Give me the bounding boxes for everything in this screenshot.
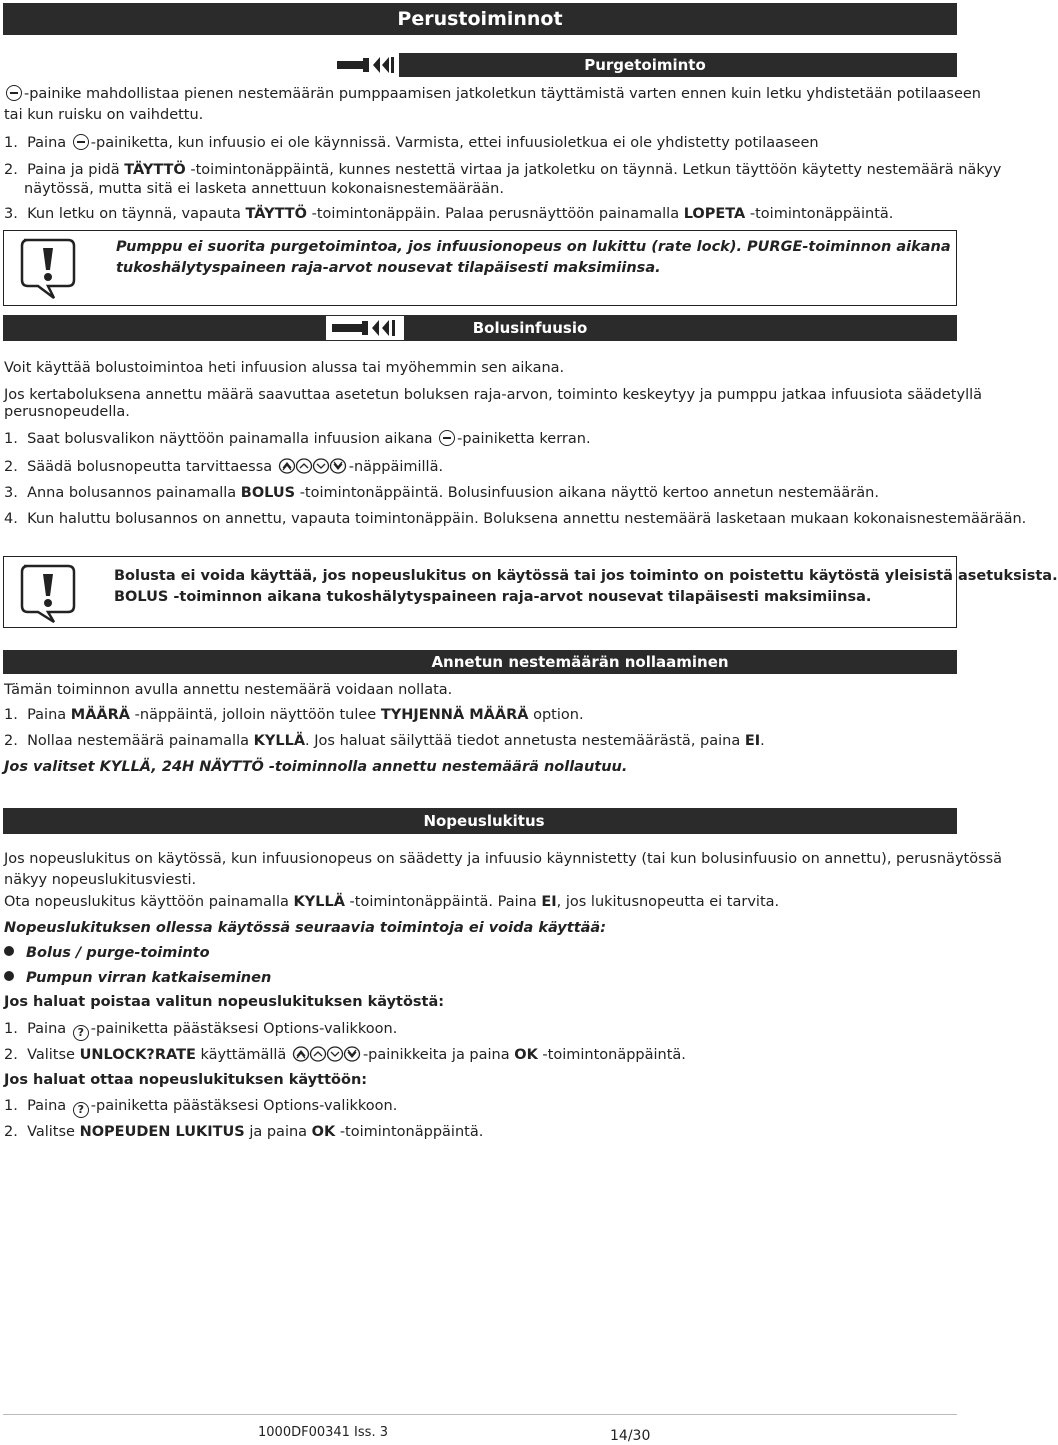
ratelock-blocked-item: Bolus / purge-toiminto: [4, 942, 956, 964]
bolus-p1: Voit käyttää bolustoimintoa heti infuusion alussa tai myöhemmin sen aikana.: [4, 360, 565, 376]
bolus-step-2: 2. Säädä bolusnopeutta tarvittaessa -näppäimillä.: [4, 459, 444, 475]
ratelock-blocked-item: Pumpun virran katkaiseminen: [4, 967, 956, 989]
reset-note: Jos valitset KYLLÄ, 24H NÄYTTÖ -toiminnolla annettu nestemäärä nollautuu.: [4, 759, 628, 775]
ratelock-remove-step-1: 1. Paina ? -painiketta päästäksesi Options-valikkoon.: [4, 1021, 398, 1039]
ratelock-blocked-heading: Nopeuslukituksen ollessa käytössä seuraavia toimintoja ei voida käyttää:: [4, 920, 606, 936]
section-heading-ratelock: Nopeuslukitus: [423, 812, 545, 830]
purge-intro: -painike mahdollistaa pienen nestemäärän pumppaamisen jatkoletkun täyttämistä varten ennen kuin letku yhdistetään potilaaseen: [4, 83, 956, 105]
section-header-bolus: [3, 315, 957, 341]
purge-warning-text-2: tukoshälytyspaineen raja-arvot nousevat tilapäisesti maksimiinsa.: [116, 260, 661, 276]
ratelock-enable-heading: Jos haluat ottaa nopeuslukituksen käyttöön:: [4, 1072, 368, 1088]
warning-icon: [18, 236, 78, 300]
warning-icon: [18, 562, 78, 624]
purge-step-3: 3. Kun letku on täynnä, vapauta TÄYTTÖ -toimintonäppäin. Palaa perusnäyttöön painamalla LOPETA -toimintonäppäintä.: [4, 206, 894, 222]
section-header-ratelock: [3, 808, 957, 834]
ratelock-remove-heading: Jos haluat poistaa valitun nopeuslukituksen käytöstä:: [4, 994, 445, 1010]
syringe-icon: [333, 53, 399, 77]
bullet-icon: [4, 946, 14, 956]
bolus-p2-2: perusnopeudella.: [4, 404, 130, 420]
ratelock-p1-1: Jos nopeuslukitus on käytössä, kun infuusionopeus on säädetty ja infuusio käynnistetty (tai kun bolusinfuusio on annettu), perusnäytössä: [4, 851, 1003, 867]
arrow-keys-icon: [293, 1046, 361, 1062]
ratelock-p1-2: näkyy nopeuslukitusviesti.: [4, 872, 197, 888]
bolus-button-icon: [439, 430, 455, 446]
section-heading-purge: Purgetoiminto: [584, 56, 706, 74]
purge-intro-cont: tai kun ruisku on vaihdettu.: [4, 107, 204, 123]
purge-step-2-cont: näytössä, mutta sitä ei lasketa annettuun kokonaisnestemäärään.: [24, 181, 504, 197]
reset-step-1: 1. Paina MÄÄRÄ -näppäintä, jolloin näyttöön tulee TYHJENNÄ MÄÄRÄ option.: [4, 707, 584, 723]
footer-divider: [3, 1414, 957, 1415]
ratelock-enable-step-1: 1. Paina ? -painiketta päästäksesi Options-valikkoon.: [4, 1098, 398, 1116]
syringe-icon: [326, 316, 404, 340]
ratelock-enable-step-2: 2. Valitse NOPEUDEN LUKITUS ja paina OK -toimintonäppäintä.: [4, 1124, 484, 1140]
purge-step-1: 1. Paina -painiketta, kun infuusio ei ole käynnissä. Varmista, ettei infuusioletkua ei ole yhdistetty potilaaseen: [4, 135, 819, 151]
bolus-step-4: 4. Kun haluttu bolusannos on annettu, vapauta toimintonäppäin. Boluksena annettu nestemäärä lasketaan mukaan kokonaisnestemäärään.: [4, 511, 1027, 527]
options-icon: ?: [73, 1025, 89, 1041]
bolus-step-1: 1. Saat bolusvalikon näyttöön painamalla infuusion aikana -painiketta kerran.: [4, 431, 591, 447]
purge-button-icon: [73, 134, 89, 150]
section-header-reset: [3, 650, 957, 674]
section-heading-reset: Annetun nestemäärän nollaaminen: [431, 653, 729, 671]
footer-page-number: 14/30: [610, 1428, 651, 1444]
footer-doc-id: 1000DF00341 Iss. 3: [258, 1425, 388, 1440]
bolus-p2-1: Jos kertaboluksena annettu määrä saavuttaa asetetun boluksen raja-arvon, toiminto keskeytyy ja pumppu jatkaa infuusiota säädetyllä: [4, 387, 983, 403]
arrow-keys-icon: [279, 458, 347, 474]
purge-warning-text-1: Pumppu ei suorita purgetoimintoa, jos infuusionopeus on lukittu (rate lock). PURGE-toiminnon aikana: [116, 239, 951, 255]
bolus-step-3: 3. Anna bolusannos painamalla BOLUS -toimintonäppäintä. Bolusinfuusion aikana näyttö kertoo annetun nestemäärän.: [4, 485, 879, 501]
purge-step-2: 2. Paina ja pidä TÄYTTÖ -toimintonäppäintä, kunnes nestettä virtaa ja jatkoletku on täynnä. Letkun täyttöön käytetty nestemäärä näkyy: [4, 162, 1002, 178]
bolus-warning-text-1: Bolusta ei voida käyttää, jos nopeuslukitus on käytössä tai jos toiminto on poistettu käytöstä yleisistä asetuksista.: [114, 568, 1058, 584]
bolus-warning-text-2: BOLUS -toiminnon aikana tukoshälytyspaineen raja-arvot nousevat tilapäisesti maksimiinsa.: [114, 589, 872, 605]
section-heading-bolus: Bolusinfuusio: [472, 319, 588, 337]
options-icon: ?: [73, 1102, 89, 1118]
section-header-purge: [333, 53, 957, 77]
page-title: Perustoiminnot: [3, 3, 957, 35]
purge-button-icon: [6, 85, 22, 101]
ratelock-remove-step-2: 2. Valitse UNLOCK?RATE käyttämällä -painikkeita ja paina OK -toimintonäppäintä.: [4, 1047, 686, 1063]
ratelock-p2: Ota nopeuslukitus käyttöön painamalla KYLLÄ -toimintonäppäintä. Paina EI, jos lukitusnopeutta ei tarvita.: [4, 894, 780, 910]
reset-step-2: 2. Nollaa nestemäärä painamalla KYLLÄ. Jos haluat säilyttää tiedot annetusta nestemäärästä, paina EI.: [4, 733, 765, 749]
reset-p1: Tämän toiminnon avulla annettu nestemäärä voidaan nollata.: [4, 682, 453, 698]
bullet-icon: [4, 971, 14, 981]
